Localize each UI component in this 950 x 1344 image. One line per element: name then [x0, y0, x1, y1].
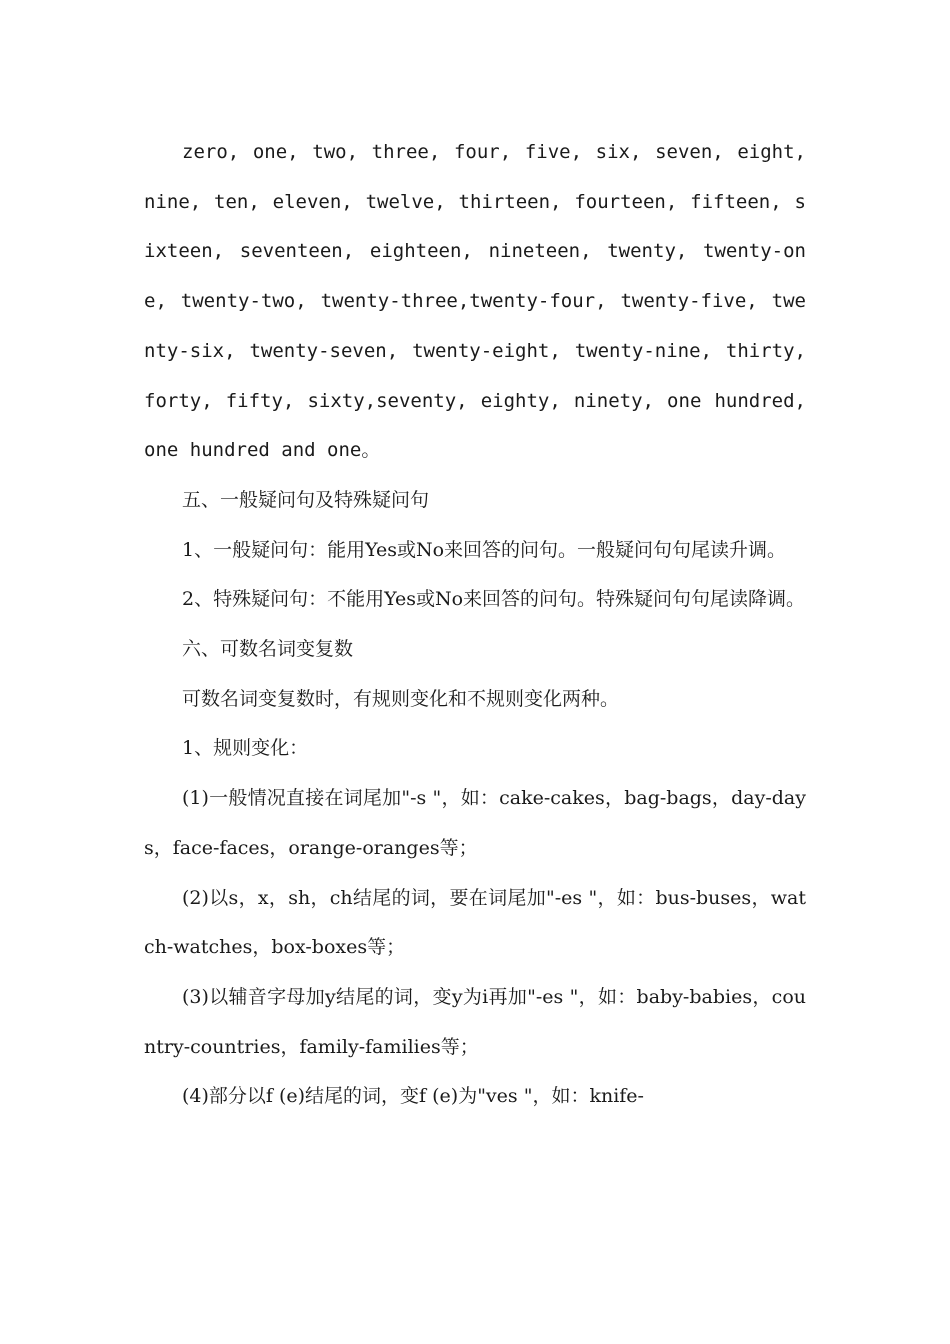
- section-heading-questions: 五、一般疑问句及特殊疑问句: [182, 488, 430, 511]
- general-question-paragraph: 1、一般疑问句：能用Yes或No来回答的问句。一般疑问句句尾读升调。: [182, 538, 787, 561]
- section-heading-plurals: 六、可数名词变复数: [182, 638, 354, 661]
- special-question-paragraph: 2、特殊疑问句：不能用Yes或No来回答的问句。特殊疑问句句尾读降调。: [182, 588, 806, 611]
- rule-2-paragraph: (2)以s，x，sh，ch结尾的词，要在词尾加"-es "，如：bus-buses，watch-watches，box-boxes等；: [144, 886, 806, 959]
- number-words-paragraph: zero, one, two, three, four, five, six, seven, eight, nine, ten, eleven, twelve, thirteen, fourteen, fifteen, sixteen, seventeen, eighteen, nineteen, twenty, twenty-one, twenty-two, twenty-three,twenty-four, twenty-five, twenty-six, twenty-seven, twenty-eight, twenty-nine, thirty, forty, fifty, sixty,seventy, eighty, ninety, one hundred,one hundred and one。: [144, 141, 806, 462]
- plural-intro-paragraph: 可数名词变复数时，有规则变化和不规则变化两种。: [182, 687, 620, 710]
- rule-3-paragraph: (3)以辅音字母加y结尾的词，变y为i再加"-es "，如：baby-babies，country-countries，family-families等；: [144, 985, 806, 1058]
- rule-4-paragraph: (4)部分以f (e)结尾的词，变f (e)为"ves "，如：knife-: [182, 1085, 644, 1108]
- document-page: [144, 128, 806, 1122]
- regular-change-heading: 1、规则变化：: [182, 737, 309, 760]
- rule-1-paragraph: (1)一般情况直接在词尾加"-s "，如：cake-cakes，bag-bags，day-days，face-faces，orange-oranges等；: [144, 787, 806, 859]
